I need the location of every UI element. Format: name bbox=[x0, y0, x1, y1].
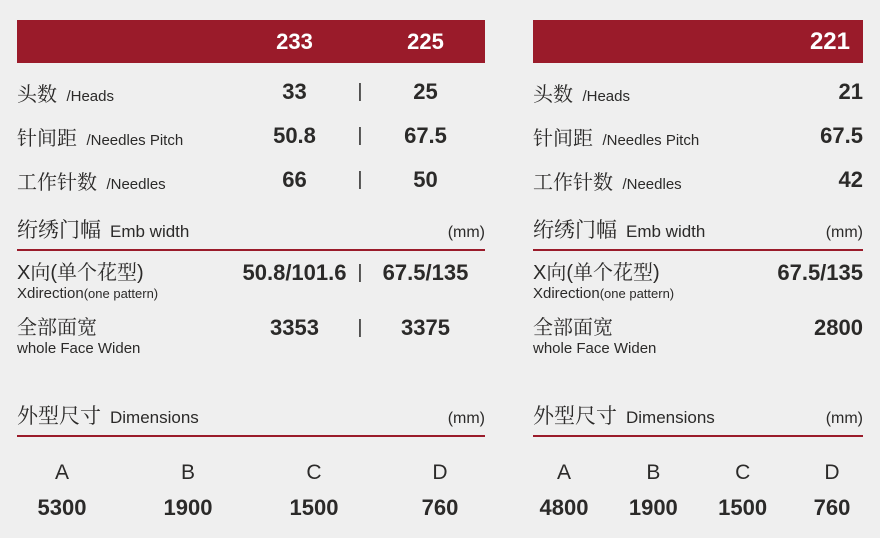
dimensions-table bbox=[533, 460, 863, 521]
dimension-value: 760 bbox=[421, 495, 459, 520]
dimension-value: 1900 bbox=[163, 495, 213, 520]
spec-row-heads bbox=[17, 70, 485, 114]
spec-label-en: /Heads bbox=[582, 87, 630, 105]
value-divider: | bbox=[357, 169, 363, 190]
section-unit: (mm) bbox=[447, 410, 485, 427]
spec-row-heads bbox=[533, 70, 863, 114]
spec-label-zh: 针间距 bbox=[17, 127, 77, 150]
spec-value: 42 bbox=[838, 167, 863, 192]
spec-label-zh: X向(单个花型) bbox=[17, 262, 144, 284]
spec-value: 3353 bbox=[270, 315, 319, 340]
value-divider: | bbox=[357, 81, 363, 102]
model-header-bar bbox=[17, 20, 485, 63]
section-title-zh: 外型尺寸 bbox=[533, 405, 617, 428]
spec-row-xdirection bbox=[533, 261, 863, 303]
spec-values bbox=[235, 123, 485, 149]
dimension-letter: A bbox=[556, 461, 571, 484]
spec-rows bbox=[17, 70, 485, 202]
model-numbers bbox=[235, 29, 485, 55]
spec-row-needles bbox=[533, 158, 863, 202]
spec-value: 50.8 bbox=[273, 123, 316, 148]
spec-label bbox=[17, 316, 235, 358]
dimension-letter: B bbox=[646, 461, 661, 484]
spec-value: 25 bbox=[413, 79, 438, 104]
dimension-letter: D bbox=[432, 461, 448, 484]
spec-label-en-main: Xdirection bbox=[17, 285, 84, 302]
spec-value: 67.5/135 bbox=[382, 260, 469, 285]
spec-label-en: whole Face Widen bbox=[17, 340, 141, 357]
model-number: 225 bbox=[407, 28, 444, 54]
spec-label bbox=[533, 316, 814, 358]
spec-value: 50.8/101.6 bbox=[242, 260, 347, 285]
section-title-zh: 外型尺寸 bbox=[17, 405, 101, 428]
spec-row-whole-face bbox=[17, 316, 485, 358]
dimension-letter: D bbox=[824, 461, 840, 484]
section-title-zh: 绗绣门幅 bbox=[17, 219, 101, 242]
value-divider: | bbox=[357, 262, 363, 283]
dimensions-table bbox=[17, 460, 485, 521]
spec-values bbox=[235, 261, 485, 285]
section-dimensions bbox=[17, 400, 485, 437]
dimension-value: 1900 bbox=[628, 495, 678, 520]
spec-value: 21 bbox=[838, 79, 863, 104]
model-number: 233 bbox=[276, 28, 313, 54]
spec-value: 50 bbox=[413, 167, 438, 192]
spec-label-en-main: Xdirection bbox=[533, 285, 600, 302]
spec-value: 33 bbox=[282, 79, 307, 104]
section-title-en: Emb width bbox=[110, 222, 190, 241]
spec-values bbox=[235, 79, 485, 105]
dimension-letter: C bbox=[306, 461, 322, 484]
spec-value: 2800 bbox=[814, 315, 863, 340]
spec-row-needles-pitch bbox=[533, 114, 863, 158]
dimension-value: 1500 bbox=[718, 495, 768, 520]
dimension-col-b bbox=[143, 460, 233, 521]
dimension-col-d bbox=[395, 460, 485, 521]
spec-label bbox=[533, 166, 839, 195]
spec-label-en bbox=[533, 285, 777, 303]
spec-label-en-note: (one pattern) bbox=[599, 286, 675, 301]
spec-label-zh: 工作针数 bbox=[17, 171, 97, 194]
spec-panel-221 bbox=[533, 20, 863, 521]
spec-label-en: /Needles Pitch bbox=[86, 131, 184, 149]
section-unit: (mm) bbox=[825, 224, 863, 241]
section-title-en: Dimensions bbox=[110, 408, 199, 427]
spec-label-en: whole Face Widen bbox=[533, 340, 657, 357]
spec-label bbox=[533, 261, 777, 303]
dimension-col-a bbox=[533, 460, 595, 521]
spec-row-whole-face bbox=[533, 316, 863, 358]
spec-label-zh: 头数 bbox=[533, 83, 573, 106]
value-divider: | bbox=[357, 317, 363, 338]
spec-value: 67.5/135 bbox=[777, 260, 863, 285]
section-title-zh: 绗绣门幅 bbox=[533, 219, 617, 242]
section-dimensions bbox=[533, 400, 863, 437]
spec-label-zh: 头数 bbox=[17, 83, 57, 106]
dimension-col-d bbox=[801, 460, 863, 521]
dimension-value: 760 bbox=[813, 495, 851, 520]
spec-label bbox=[17, 78, 235, 107]
spec-label-zh: 全部面宽 bbox=[17, 317, 97, 339]
spec-label-zh: 工作针数 bbox=[533, 171, 613, 194]
spec-values bbox=[235, 316, 485, 340]
dimension-letter: C bbox=[735, 461, 751, 484]
spec-label-zh: 全部面宽 bbox=[533, 317, 613, 339]
spec-rows bbox=[533, 70, 863, 202]
spec-label-zh: 针间距 bbox=[533, 127, 593, 150]
spec-label-en bbox=[17, 285, 235, 303]
spec-label-zh: X向(单个花型) bbox=[533, 262, 660, 284]
spec-label bbox=[17, 166, 235, 195]
dimension-value: 1500 bbox=[289, 495, 339, 520]
spec-value: 3375 bbox=[401, 315, 450, 340]
spec-label bbox=[17, 261, 235, 303]
spec-label bbox=[533, 122, 820, 151]
section-unit: (mm) bbox=[825, 410, 863, 427]
spec-row-xdirection bbox=[17, 261, 485, 303]
value-divider: | bbox=[357, 125, 363, 146]
spec-label-en-note: (one pattern) bbox=[83, 286, 159, 301]
section-emb-width bbox=[533, 214, 863, 251]
spec-row-needles-pitch bbox=[17, 114, 485, 158]
spec-label bbox=[17, 122, 235, 151]
section-title-en: Emb width bbox=[626, 222, 706, 241]
spec-value: 67.5 bbox=[404, 123, 447, 148]
dimension-value: 5300 bbox=[37, 495, 87, 520]
dimension-col-b bbox=[622, 460, 684, 521]
dimension-col-a bbox=[17, 460, 107, 521]
spec-values bbox=[235, 167, 485, 193]
spec-row-needles bbox=[17, 158, 485, 202]
dimension-col-c bbox=[269, 460, 359, 521]
section-unit: (mm) bbox=[447, 224, 485, 241]
model-number: 221 bbox=[809, 27, 850, 55]
spec-label-en: /Needles Pitch bbox=[602, 131, 700, 149]
spec-label bbox=[533, 78, 839, 107]
spec-label-en: /Needles bbox=[622, 175, 682, 193]
spec-label-en: /Heads bbox=[66, 87, 114, 105]
section-emb-width bbox=[17, 214, 485, 251]
spec-label-en: /Needles bbox=[106, 175, 166, 193]
dimension-value: 4800 bbox=[539, 495, 589, 520]
spec-value: 67.5 bbox=[820, 123, 863, 148]
section-title-en: Dimensions bbox=[626, 408, 715, 427]
spec-panel-233-225 bbox=[17, 20, 485, 521]
spec-value: 66 bbox=[282, 167, 307, 192]
model-header-bar bbox=[533, 20, 863, 63]
dimension-letter: B bbox=[180, 461, 195, 484]
dimension-letter: A bbox=[54, 461, 69, 484]
dimension-col-c bbox=[712, 460, 774, 521]
